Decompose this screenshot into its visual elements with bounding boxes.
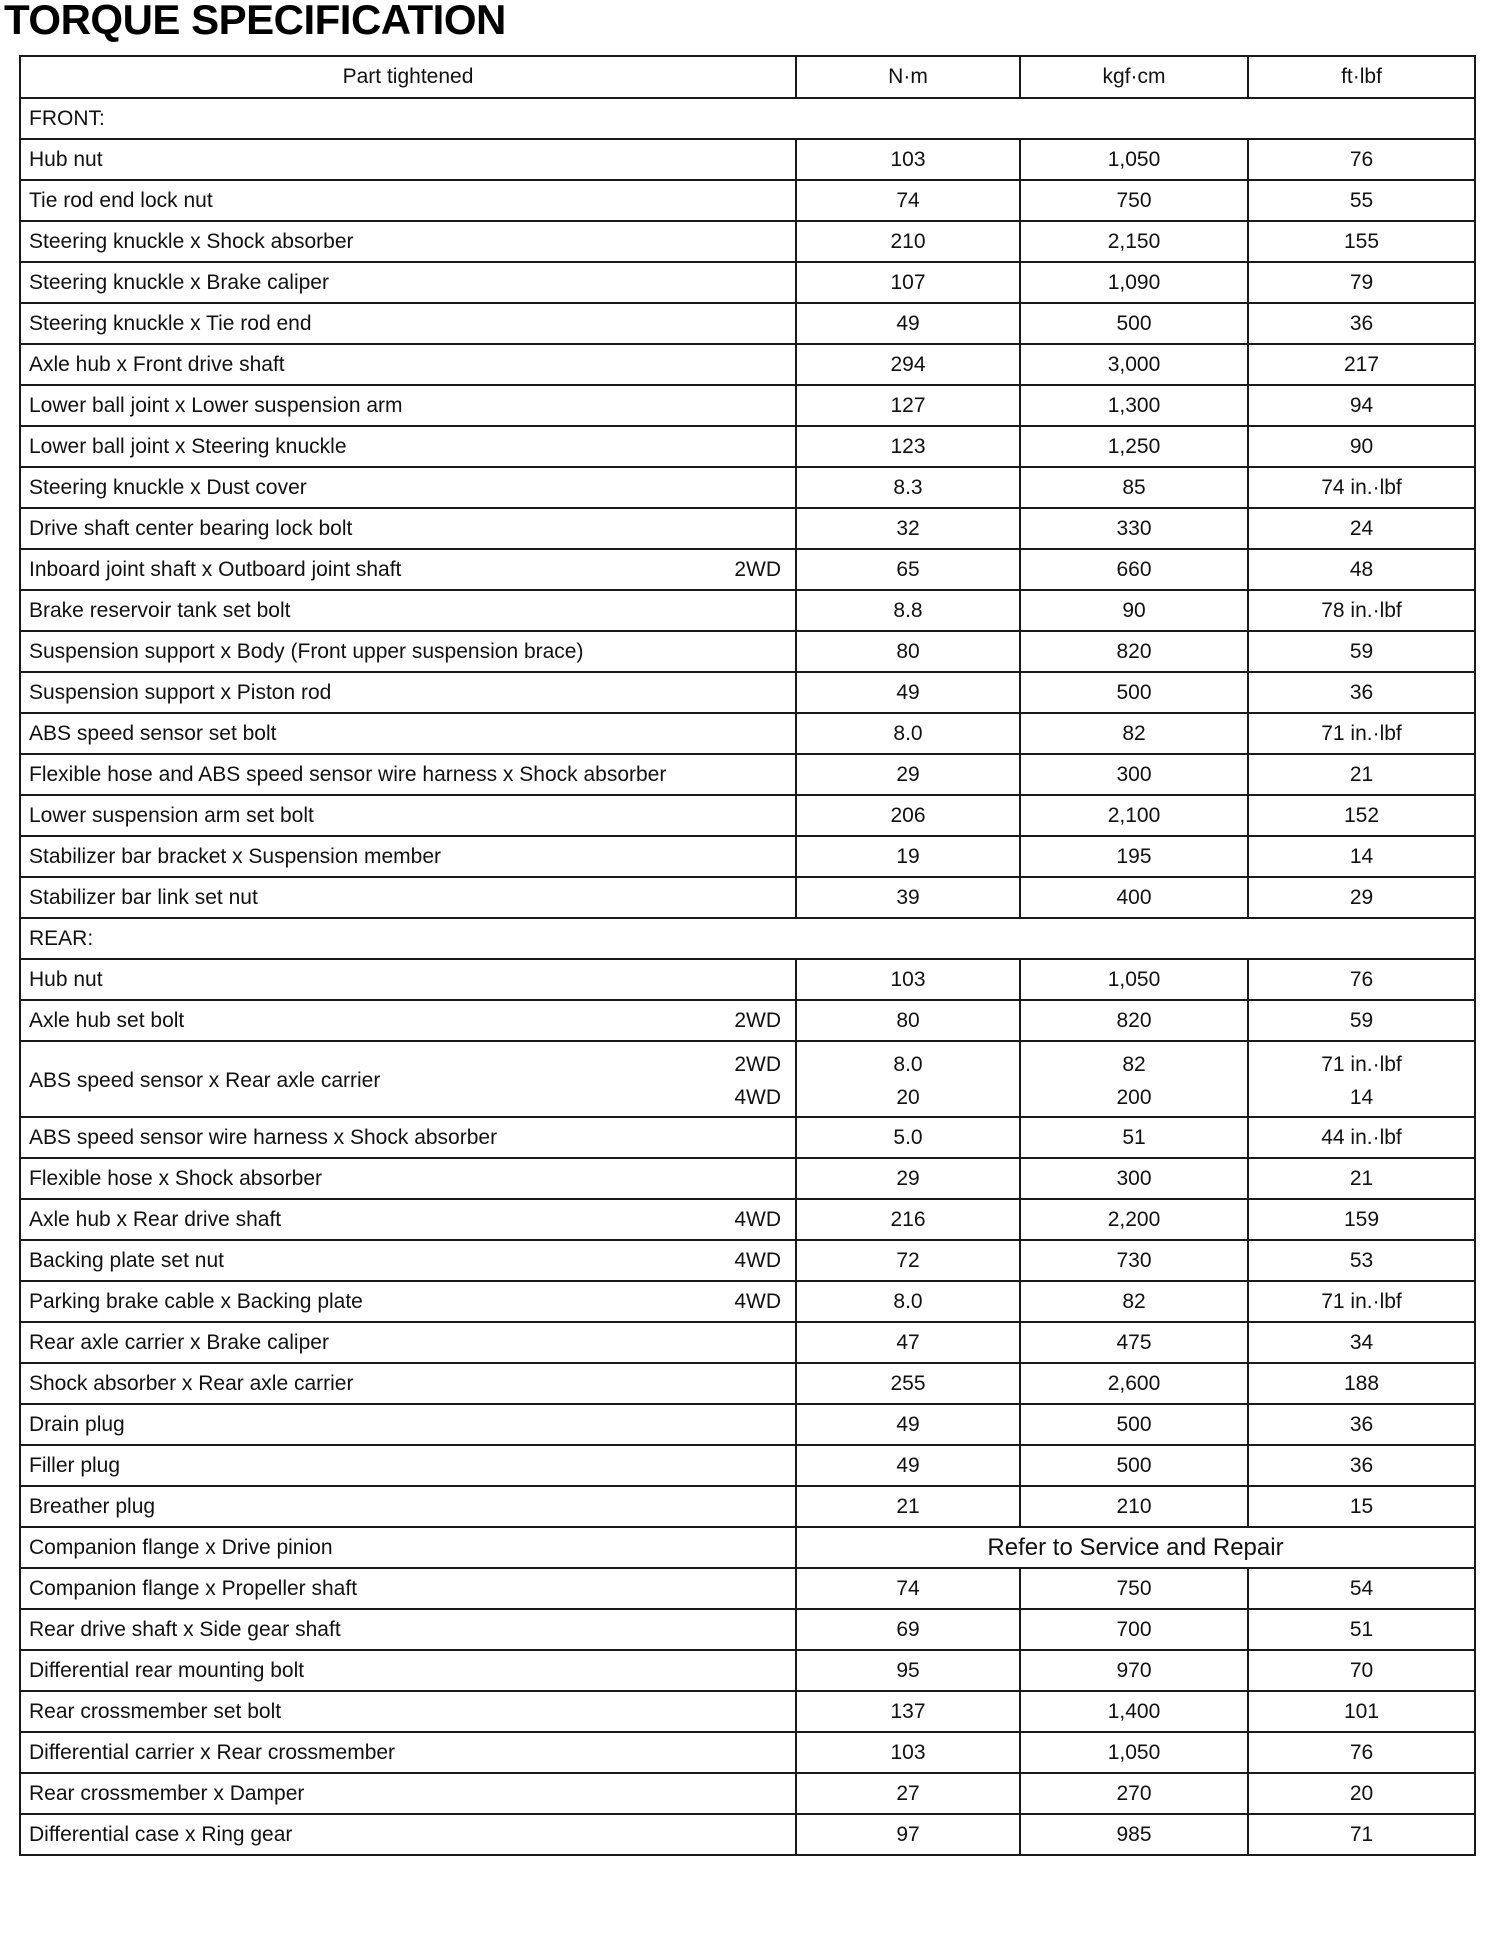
kgf-value: 475 <box>1020 1322 1248 1363</box>
part-cell <box>20 1158 796 1199</box>
kgf-cell <box>1020 1041 1248 1117</box>
ft-value: 94 <box>1248 385 1475 426</box>
part-cell <box>20 1732 796 1773</box>
part-cell <box>20 713 796 754</box>
part-cell <box>20 180 796 221</box>
kgf-value: 1,300 <box>1020 385 1248 426</box>
kgf-value: 500 <box>1020 1445 1248 1486</box>
header-nm: N·m <box>796 56 1020 98</box>
part-label: ABS speed sensor set bolt <box>29 721 277 745</box>
part-label: Drain plug <box>29 1412 125 1436</box>
header-kgf: kgf·cm <box>1020 56 1248 98</box>
part-label: Stabilizer bar link set nut <box>29 885 258 909</box>
nm-value: 107 <box>796 262 1020 303</box>
table-row <box>20 1199 1475 1240</box>
table-row <box>20 1773 1475 1814</box>
kgf-value: 300 <box>1020 754 1248 795</box>
part-cell <box>20 139 796 180</box>
kgf-value: 750 <box>1020 1568 1248 1609</box>
part-cell <box>20 426 796 467</box>
table-row-companion-flange-drive-pinion <box>20 1527 1475 1568</box>
nm-value: 103 <box>796 1732 1020 1773</box>
nm-value: 255 <box>796 1363 1020 1404</box>
ft-value: 90 <box>1248 426 1475 467</box>
nm-value: 206 <box>796 795 1020 836</box>
part-cell <box>20 672 796 713</box>
table-row <box>20 467 1475 508</box>
part-label: Lower ball joint x Lower suspension arm <box>29 393 403 417</box>
part-label: Tie rod end lock nut <box>29 188 213 212</box>
nm-value: 80 <box>796 1000 1020 1041</box>
kgf-value: 820 <box>1020 1000 1248 1041</box>
ft-value: 36 <box>1248 1404 1475 1445</box>
kgf-value: 330 <box>1020 508 1248 549</box>
part-cell <box>20 877 796 918</box>
variant-label: 4WD <box>734 1086 781 1109</box>
part-cell <box>20 590 796 631</box>
kgf-value: 500 <box>1020 672 1248 713</box>
ft-value: 53 <box>1248 1240 1475 1281</box>
table-row <box>20 1814 1475 1855</box>
part-label: Steering knuckle x Brake caliper <box>29 270 329 294</box>
kgf-value: 2,200 <box>1020 1199 1248 1240</box>
nm-value: 32 <box>796 508 1020 549</box>
kgf-value: 270 <box>1020 1773 1248 1814</box>
part-cell <box>20 1527 796 1568</box>
kgf-value: 1,400 <box>1020 1691 1248 1732</box>
header-ft: ft·lbf <box>1248 56 1475 98</box>
nm-value: 8.8 <box>796 590 1020 631</box>
ft-value: 24 <box>1248 508 1475 549</box>
ft-value: 71 in.·lbf <box>1321 1053 1402 1076</box>
section-label-front: FRONT: <box>20 98 1475 139</box>
ft-value: 36 <box>1248 672 1475 713</box>
table-row <box>20 1158 1475 1199</box>
part-label: Axle hub x Front drive shaft <box>29 352 285 376</box>
table-row <box>20 139 1475 180</box>
ft-value: 76 <box>1248 1732 1475 1773</box>
part-label: Rear drive shaft x Side gear shaft <box>29 1617 341 1641</box>
ft-value: 55 <box>1248 180 1475 221</box>
part-cell <box>20 1322 796 1363</box>
kgf-value: 985 <box>1020 1814 1248 1855</box>
kgf-value: 730 <box>1020 1240 1248 1281</box>
nm-value: 80 <box>796 631 1020 672</box>
header-row <box>20 56 1475 98</box>
page-title: TORQUE SPECIFICATION <box>4 0 506 43</box>
ft-value: 44 in.·lbf <box>1248 1117 1475 1158</box>
part-label: Suspension support x Body (Front upper suspension brace) <box>29 639 584 663</box>
kgf-value: 2,100 <box>1020 795 1248 836</box>
ft-value: 34 <box>1248 1322 1475 1363</box>
table-row <box>20 590 1475 631</box>
part-label: Companion flange x Propeller shaft <box>29 1576 358 1600</box>
kgf-value: 1,090 <box>1020 262 1248 303</box>
part-label: Hub nut <box>29 147 103 171</box>
part-label: Axle hub set bolt <box>29 1008 185 1032</box>
part-cell <box>20 1814 796 1855</box>
ft-cell <box>1248 1041 1475 1117</box>
part-label: Hub nut <box>29 967 103 991</box>
table-row <box>20 1117 1475 1158</box>
torque-spec-table <box>19 55 1476 1856</box>
part-cell <box>20 631 796 672</box>
part-cell <box>20 1041 796 1117</box>
nm-value: 8.3 <box>796 467 1020 508</box>
nm-value: 103 <box>796 959 1020 1000</box>
ft-value: 54 <box>1248 1568 1475 1609</box>
part-label: Flexible hose x Shock absorber <box>29 1166 322 1190</box>
part-cell <box>20 1773 796 1814</box>
nm-value: 29 <box>796 1158 1020 1199</box>
part-cell <box>20 1650 796 1691</box>
part-label: Differential carrier x Rear crossmember <box>29 1740 396 1764</box>
kgf-value: 300 <box>1020 1158 1248 1199</box>
table-row <box>20 877 1475 918</box>
variant-label: 4WD <box>734 1248 781 1272</box>
part-label: Rear axle carrier x Brake caliper <box>29 1330 329 1354</box>
part-label: Suspension support x Piston rod <box>29 680 332 704</box>
variant-label: 4WD <box>734 1289 781 1313</box>
table-row <box>20 344 1475 385</box>
table-row <box>20 426 1475 467</box>
nm-value: 95 <box>796 1650 1020 1691</box>
kgf-value: 90 <box>1020 590 1248 631</box>
part-cell <box>20 467 796 508</box>
ft-value: 152 <box>1248 795 1475 836</box>
table-row <box>20 1691 1475 1732</box>
kgf-value: 82 <box>1020 713 1248 754</box>
kgf-value: 1,050 <box>1020 1732 1248 1773</box>
nm-value: 74 <box>796 180 1020 221</box>
part-cell <box>20 1117 796 1158</box>
part-label: Inboard joint shaft x Outboard joint shaft <box>29 557 402 581</box>
refer-note: Refer to Service and Repair <box>796 1527 1475 1568</box>
nm-value: 8.0 <box>796 1281 1020 1322</box>
variant-label: 2WD <box>734 1053 781 1076</box>
kgf-value: 2,600 <box>1020 1363 1248 1404</box>
part-cell <box>20 385 796 426</box>
nm-value: 137 <box>796 1691 1020 1732</box>
part-label: Brake reservoir tank set bolt <box>29 598 291 622</box>
part-label: Breather plug <box>29 1494 156 1518</box>
nm-value: 49 <box>796 1404 1020 1445</box>
ft-value: 71 in.·lbf <box>1248 713 1475 754</box>
nm-value: 49 <box>796 303 1020 344</box>
ft-value: 36 <box>1248 303 1475 344</box>
nm-value: 47 <box>796 1322 1020 1363</box>
nm-cell <box>796 1041 1020 1117</box>
table-row <box>20 221 1475 262</box>
table-row <box>20 1363 1475 1404</box>
kgf-value: 820 <box>1020 631 1248 672</box>
part-label: Axle hub x Rear drive shaft <box>29 1207 282 1231</box>
ft-value: 159 <box>1248 1199 1475 1240</box>
table-row <box>20 1609 1475 1650</box>
part-cell <box>20 1404 796 1445</box>
part-label: Rear crossmember x Damper <box>29 1781 305 1805</box>
table-row <box>20 1240 1475 1281</box>
part-cell <box>20 1363 796 1404</box>
kgf-value: 660 <box>1020 549 1248 590</box>
table-row <box>20 754 1475 795</box>
part-label: Flexible hose and ABS speed sensor wire harness x Shock absorber <box>29 762 667 786</box>
table-row <box>20 1732 1475 1773</box>
table-row <box>20 262 1475 303</box>
nm-value: 103 <box>796 139 1020 180</box>
kgf-value: 210 <box>1020 1486 1248 1527</box>
part-label: Parking brake cable x Backing plate <box>29 1289 363 1313</box>
part-cell <box>20 508 796 549</box>
nm-value: 19 <box>796 836 1020 877</box>
part-label: Filler plug <box>29 1453 121 1477</box>
kgf-value: 970 <box>1020 1650 1248 1691</box>
kgf-value: 400 <box>1020 877 1248 918</box>
kgf-value: 500 <box>1020 1404 1248 1445</box>
nm-value: 5.0 <box>796 1117 1020 1158</box>
table-row <box>20 1650 1475 1691</box>
part-label: ABS speed sensor x Rear axle carrier <box>29 1069 381 1092</box>
part-label: Drive shaft center bearing lock bolt <box>29 516 353 540</box>
part-cell <box>20 303 796 344</box>
kgf-value: 1,050 <box>1020 139 1248 180</box>
ft-value: 29 <box>1248 877 1475 918</box>
part-cell <box>20 549 796 590</box>
part-label: Backing plate set nut <box>29 1248 224 1272</box>
section-label-rear: REAR: <box>20 918 1475 959</box>
ft-value: 76 <box>1248 959 1475 1000</box>
nm-value: 74 <box>796 1568 1020 1609</box>
nm-value: 72 <box>796 1240 1020 1281</box>
nm-value: 49 <box>796 672 1020 713</box>
table-row <box>20 1322 1475 1363</box>
table-row <box>20 795 1475 836</box>
header-part: Part tightened <box>20 56 796 98</box>
kgf-value: 1,050 <box>1020 959 1248 1000</box>
part-label: Lower suspension arm set bolt <box>29 803 314 827</box>
part-cell <box>20 1691 796 1732</box>
variant-label: 4WD <box>734 1207 781 1231</box>
part-cell <box>20 1000 796 1041</box>
table-row <box>20 1404 1475 1445</box>
part-label: Steering knuckle x Shock absorber <box>29 229 354 253</box>
table-row <box>20 508 1475 549</box>
part-label: Differential rear mounting bolt <box>29 1658 305 1682</box>
ft-value: 14 <box>1349 1086 1374 1109</box>
table-row <box>20 385 1475 426</box>
ft-value: 155 <box>1248 221 1475 262</box>
ft-value: 79 <box>1248 262 1475 303</box>
table-row <box>20 1000 1475 1041</box>
table-row <box>20 1486 1475 1527</box>
table-row <box>20 959 1475 1000</box>
kgf-value: 82 <box>1122 1053 1146 1076</box>
nm-value: 65 <box>796 549 1020 590</box>
ft-value: 21 <box>1248 754 1475 795</box>
ft-value: 36 <box>1248 1445 1475 1486</box>
kgf-value: 82 <box>1020 1281 1248 1322</box>
part-cell <box>20 836 796 877</box>
section-row-rear <box>20 918 1475 959</box>
part-label: Lower ball joint x Steering knuckle <box>29 434 347 458</box>
part-label: Companion flange x Drive pinion <box>29 1535 333 1559</box>
part-cell <box>20 344 796 385</box>
part-label: Stabilizer bar bracket x Suspension member <box>29 844 442 868</box>
part-cell <box>20 1568 796 1609</box>
table-row <box>20 1445 1475 1486</box>
ft-value: 76 <box>1248 139 1475 180</box>
ft-value: 48 <box>1248 549 1475 590</box>
ft-value: 14 <box>1248 836 1475 877</box>
ft-value: 74 in.·lbf <box>1248 467 1475 508</box>
nm-value: 27 <box>796 1773 1020 1814</box>
table-row <box>20 836 1475 877</box>
kgf-value: 500 <box>1020 303 1248 344</box>
table-row <box>20 631 1475 672</box>
kgf-value: 200 <box>1116 1086 1152 1109</box>
nm-value: 69 <box>796 1609 1020 1650</box>
nm-value: 39 <box>796 877 1020 918</box>
kgf-value: 85 <box>1020 467 1248 508</box>
table-row <box>20 713 1475 754</box>
table-row-abs-sensor-rear-axle-carrier <box>20 1041 1475 1117</box>
part-cell <box>20 754 796 795</box>
table-row <box>20 549 1475 590</box>
kgf-value: 2,150 <box>1020 221 1248 262</box>
part-label: Shock absorber x Rear axle carrier <box>29 1371 354 1395</box>
kgf-value: 1,250 <box>1020 426 1248 467</box>
table-row <box>20 180 1475 221</box>
part-label: Steering knuckle x Dust cover <box>29 475 307 499</box>
nm-value: 123 <box>796 426 1020 467</box>
part-cell <box>20 1281 796 1322</box>
ft-value: 59 <box>1248 631 1475 672</box>
ft-value: 71 <box>1248 1814 1475 1855</box>
ft-value: 101 <box>1248 1691 1475 1732</box>
nm-value: 216 <box>796 1199 1020 1240</box>
part-cell <box>20 1240 796 1281</box>
ft-value: 59 <box>1248 1000 1475 1041</box>
kgf-value: 195 <box>1020 836 1248 877</box>
part-cell <box>20 959 796 1000</box>
part-cell <box>20 1486 796 1527</box>
ft-value: 21 <box>1248 1158 1475 1199</box>
nm-value: 49 <box>796 1445 1020 1486</box>
table-row <box>20 1568 1475 1609</box>
kgf-value: 750 <box>1020 180 1248 221</box>
nm-value: 8.0 <box>893 1053 923 1076</box>
nm-value: 8.0 <box>796 713 1020 754</box>
part-label: Rear crossmember set bolt <box>29 1699 282 1723</box>
part-cell <box>20 1199 796 1240</box>
ft-value: 78 in.·lbf <box>1248 590 1475 631</box>
section-row-front <box>20 98 1475 139</box>
part-cell <box>20 1445 796 1486</box>
variant-label: 2WD <box>734 1008 781 1032</box>
kgf-value: 51 <box>1020 1117 1248 1158</box>
nm-value: 21 <box>796 1486 1020 1527</box>
ft-value: 70 <box>1248 1650 1475 1691</box>
variant-label: 2WD <box>734 557 781 581</box>
nm-value: 294 <box>796 344 1020 385</box>
ft-value: 15 <box>1248 1486 1475 1527</box>
part-cell <box>20 262 796 303</box>
part-label: Differential case x Ring gear <box>29 1822 293 1846</box>
table-row <box>20 672 1475 713</box>
ft-value: 188 <box>1248 1363 1475 1404</box>
table-row <box>20 303 1475 344</box>
part-cell <box>20 795 796 836</box>
part-label: ABS speed sensor wire harness x Shock absorber <box>29 1125 498 1149</box>
ft-value: 217 <box>1248 344 1475 385</box>
kgf-value: 700 <box>1020 1609 1248 1650</box>
nm-value: 127 <box>796 385 1020 426</box>
nm-value: 20 <box>896 1086 920 1109</box>
ft-value: 20 <box>1248 1773 1475 1814</box>
kgf-value: 3,000 <box>1020 344 1248 385</box>
nm-value: 97 <box>796 1814 1020 1855</box>
ft-value: 71 in.·lbf <box>1248 1281 1475 1322</box>
nm-value: 29 <box>796 754 1020 795</box>
part-cell <box>20 221 796 262</box>
part-cell <box>20 1609 796 1650</box>
nm-value: 210 <box>796 221 1020 262</box>
table-row <box>20 1281 1475 1322</box>
ft-value: 51 <box>1248 1609 1475 1650</box>
part-label: Steering knuckle x Tie rod end <box>29 311 312 335</box>
